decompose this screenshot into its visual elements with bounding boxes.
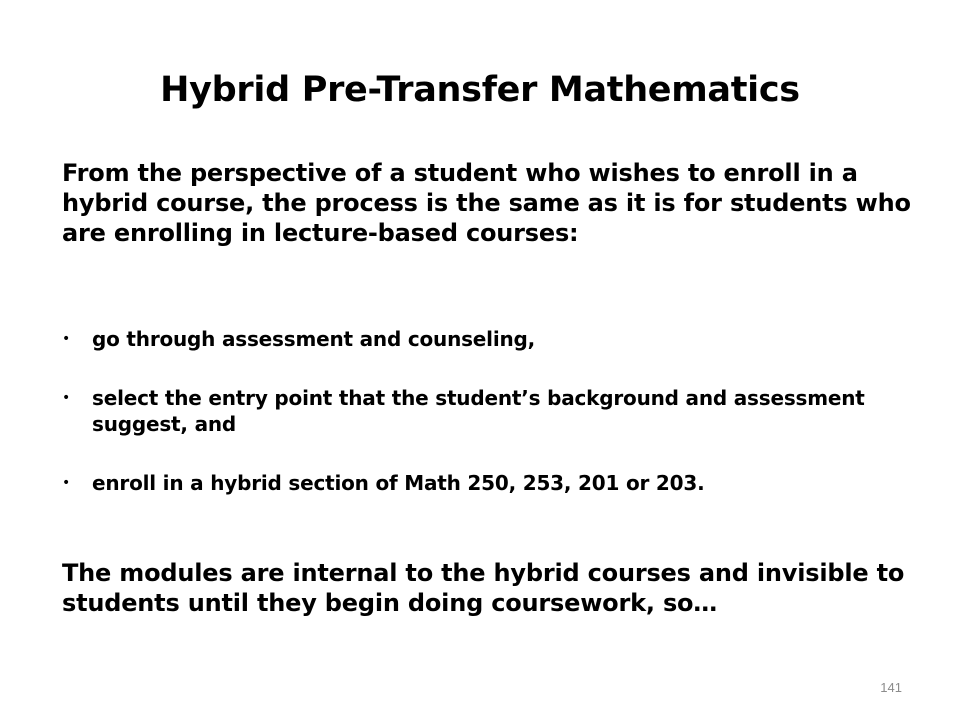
bullet-marker: • bbox=[62, 331, 71, 347]
bullet-text: select the entry point that the student’s background and assessment suggest, and bbox=[92, 386, 865, 436]
bullet-list bbox=[62, 326, 912, 496]
outro-paragraph: The modules are internal to the hybrid courses and invisible to students until they begin doing coursework, so… bbox=[62, 559, 905, 617]
bullet-item bbox=[62, 326, 912, 352]
slide-title: Hybrid Pre-Transfer Mathematics bbox=[160, 70, 800, 110]
bullet-item bbox=[62, 470, 912, 496]
bullet-text: go through assessment and counseling, bbox=[92, 327, 536, 351]
page-number: 141 bbox=[880, 680, 902, 695]
bullet-marker: • bbox=[62, 390, 71, 406]
bullet-text: enroll in a hybrid section of Math 250, 253, 201 or 203. bbox=[92, 471, 705, 495]
intro-paragraph: From the perspective of a student who wishes to enroll in a hybrid course, the process is the same as it is for students who are enrolling in lecture-based courses: bbox=[62, 159, 911, 247]
bullet-item bbox=[62, 385, 912, 437]
bullet-marker: • bbox=[62, 475, 71, 491]
